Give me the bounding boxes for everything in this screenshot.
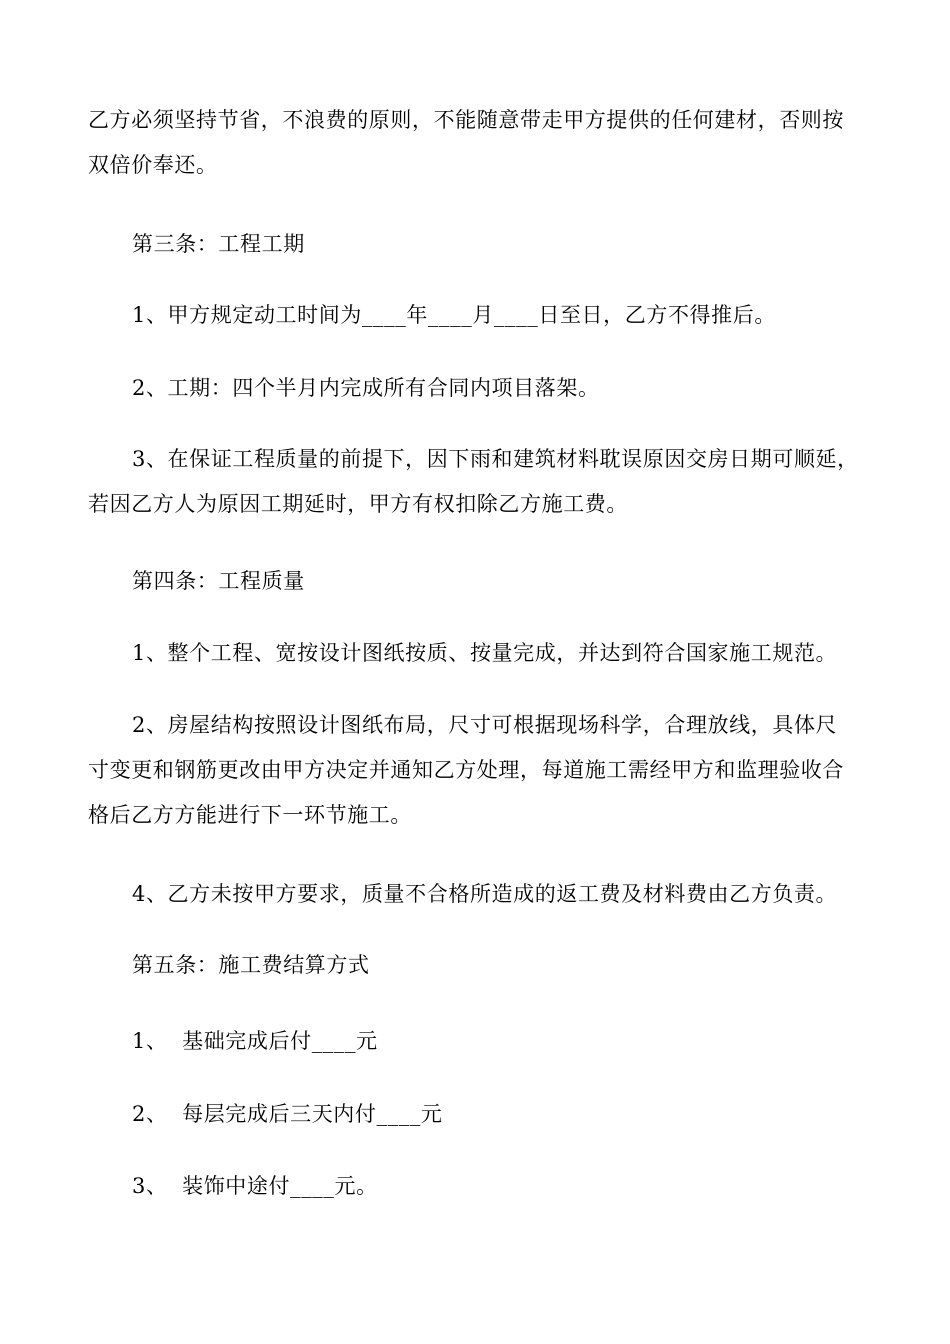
text-line: 1、甲方规定动工时间为____年____月____日至日，乙方不得推后。 (132, 303, 776, 327)
text-line: 2、 每层完成后三天内付____元 (132, 1102, 443, 1126)
section-heading-article-4 (132, 559, 908, 604)
clause-duration (132, 366, 908, 411)
clause-rework-cost (132, 872, 908, 917)
text-line: 寸变更和钢筋更改由甲方决定并通知乙方处理，每道施工需经甲方和监理验收合 (88, 758, 844, 782)
text-line: 乙方必须坚持节省，不浪费的原则，不能随意带走甲方提供的任何建材，否则按 (88, 108, 844, 132)
clause-quality-standard (132, 631, 908, 676)
payment-item-per-floor (132, 1092, 908, 1137)
paragraph-material-saving (88, 98, 864, 188)
text-line: 1、 基础完成后付____元 (132, 1029, 378, 1053)
clause-delay (88, 437, 864, 527)
text-line: 3、在保证工程质量的前提下，因下雨和建筑材料耽误原因交房日期可顺延， (132, 447, 859, 471)
text-line: 4、乙方未按甲方要求，质量不合格所造成的返工费及材料费由乙方负责。 (132, 882, 838, 906)
heading-text: 第五条：施工费结算方式 (132, 953, 370, 977)
clause-start-date (132, 293, 908, 338)
text-line: 若因乙方人为原因工期延时，甲方有权扣除乙方施工费。 (88, 492, 628, 516)
clause-structure-layout (88, 703, 864, 838)
section-heading-article-3 (132, 222, 908, 267)
heading-text: 第三条：工程工期 (132, 232, 305, 256)
payment-item-decoration (132, 1164, 908, 1209)
payment-item-foundation (132, 1019, 908, 1064)
section-heading-article-5 (132, 943, 908, 988)
text-line: 1、整个工程、宽按设计图纸按质、按量完成，并达到符合国家施工规范。 (132, 641, 838, 665)
text-line: 2、房屋结构按照设计图纸布局，尺寸可根据现场科学，合理放线，具体尺 (132, 713, 838, 737)
text-line: 3、 装饰中途付____元。 (132, 1174, 378, 1198)
text-line: 格后乙方方能进行下一环节施工。 (88, 803, 412, 827)
heading-text: 第四条：工程质量 (132, 569, 305, 593)
text-line: 双倍价奉还。 (88, 153, 218, 177)
text-line: 2、工期：四个半月内完成所有合同内项目落架。 (132, 376, 600, 400)
